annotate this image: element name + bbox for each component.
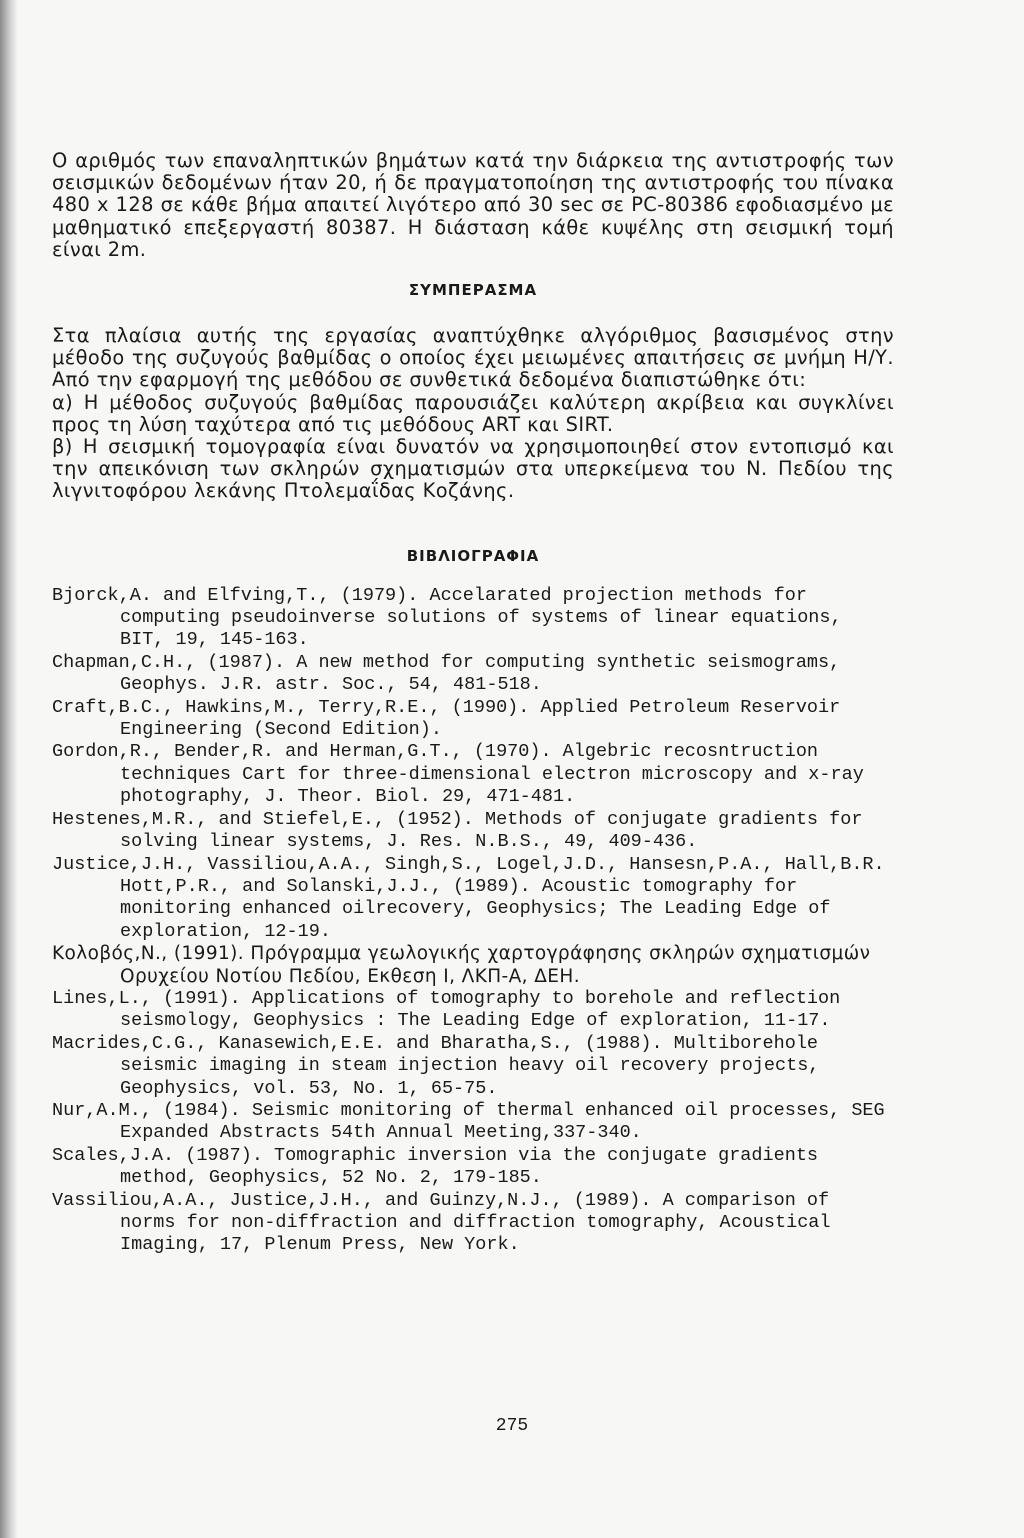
- scan-edge-shadow: [0, 0, 18, 1538]
- reference-item: Nur,A.M., (1984). Seismic monitoring of thermal enhanced oil processes, SEG Expanded Abstracts 54th Annual Meeting,337-340.: [52, 1099, 885, 1144]
- reference-item: Macrides,C.G., Kanasewich,E.E. and Bharatha,S., (1988). Multiborehole seismic imaging in steam injection heavy oil recovery projects, Geophysics, vol. 53, No. 1, 65-75.: [52, 1032, 820, 1099]
- conclusions-paragraph: Στα πλαίσια αυτής της εργασίας αναπτύχθηκε αλγόριθμος βασισμένος στην μέθοδο της συζυγούς βαθμίδας ο οποίος έχει μειωμένες απαιτήσεις σε μνήμη Η/Υ. Από την εφαρμογή της μεθόδου σε συνθετικά δεδομένα διαπιστώθηκε ότι:: [52, 324, 901, 392]
- intro-paragraph: Ο αριθμός των επαναληπτικών βημάτων κατά την διάρκεια της αντιστροφής των σεισμικών δεδομένων ήταν 20, ή δε πραγματοποίηση της αντιστροφής του πίνακα 480 x 128 σε κάθε βήμα απαιτεί λιγότερο από 30 sec σε PC-80386 εφοδιασμένο με μαθηματικό επεξεργαστή 80387. Η διάσταση κάθε κυψέλης στη σεισμική τομή είναι 2m.: [52, 149, 901, 261]
- page-number: 275: [495, 1416, 529, 1436]
- reference-list: [52, 585, 894, 1257]
- document-page: [52, 149, 901, 1257]
- reference-item: Bjorck,A. and Elfving,T., (1979). Accelarated projection methods for computing pseudoinverse solutions of systems of linear equations, BIT, 19, 145-163.: [52, 584, 842, 651]
- reference-item: Lines,L., (1991). Applications of tomography to borehole and reflection seismology, Geophysics : The Leading Edge of exploration, 11-17.: [52, 987, 841, 1032]
- reference-item: Scales,J.A. (1987). Tomographic inversion via the conjugate gradients method, Geophysics, 52 No. 2, 179-185.: [52, 1144, 819, 1189]
- conclusions-item-b: β) Η σεισμική τομογραφία είναι δυνατόν να χρησιμοποιηθεί στον εντοπισμό και την απεικόνιση των σκληρών σχηματισμών στα υπερκείμενα του Ν. Πεδίου της λιγνιτοφόρου λεκάνης Πτολεμαΐδας Κοζάνης.: [52, 435, 901, 503]
- reference-item: Craft,B.C., Hawkins,M., Terry,R.E., (1990). Applied Petroleum Reservoir Engineering (Second Edition).: [52, 696, 841, 741]
- conclusions-heading: ΣΥΜΠΕΡΑΣΜΑ: [408, 281, 538, 300]
- reference-item: Hestenes,M.R., and Stiefel,E., (1952). Methods of conjugate gradients for solving linear systems, J. Res. N.B.S., 49, 409-436.: [52, 808, 863, 853]
- conclusions-item-a: α) Η μέθοδος συζυγούς βαθμίδας παρουσιάζει καλύτερη ακρίβεια και συγκλίνει προς τη λύση ταχύτερα από τις μεθόδους ART και SIRT.: [52, 390, 901, 436]
- reference-item: Justice,J.H., Vassiliou,A.A., Singh,S., Logel,J.D., Hansesn,P.A., Hall,B.R. Hott,P.R., and Solanski,J.J., (1989). Acoustic tomography for monitoring enhanced oilrecovery, Geophysics; The Leading Edge of exploration, 12-19.: [52, 853, 885, 942]
- reference-item: Κολοβός,Ν., (1991). Πρόγραμμα γεωλογικής χαρτογράφησης σκληρών σχηματισμών Ορυχείου Νοτίου Πεδίου, Εκθεση Ι, ΛΚΠ-Α, ΔΕΗ.: [52, 943, 871, 987]
- reference-item: Vassiliou,A.A., Justice,J.H., and Guinzy,N.J., (1989). A comparison of norms for non-diffraction and diffraction tomography, Acoustical Imaging, 17, Plenum Press, New York.: [52, 1189, 831, 1256]
- reference-item: Gordon,R., Bender,R. and Herman,G.T., (1970). Algebric recosntruction techniques Cart for three-dimensional electron microscopy and x-ray photography, J. Theor. Biol. 29, 471-481.: [52, 741, 864, 808]
- bibliography-heading: ΒΙΒΛΙΟΓΡΑΦΙΑ: [406, 546, 540, 565]
- conclusions-section: [52, 324, 901, 503]
- reference-item: Chapman,C.H., (1987). A new method for computing synthetic seismograms, Geophys. J.R. astr. Soc., 54, 481-518.: [52, 651, 841, 696]
